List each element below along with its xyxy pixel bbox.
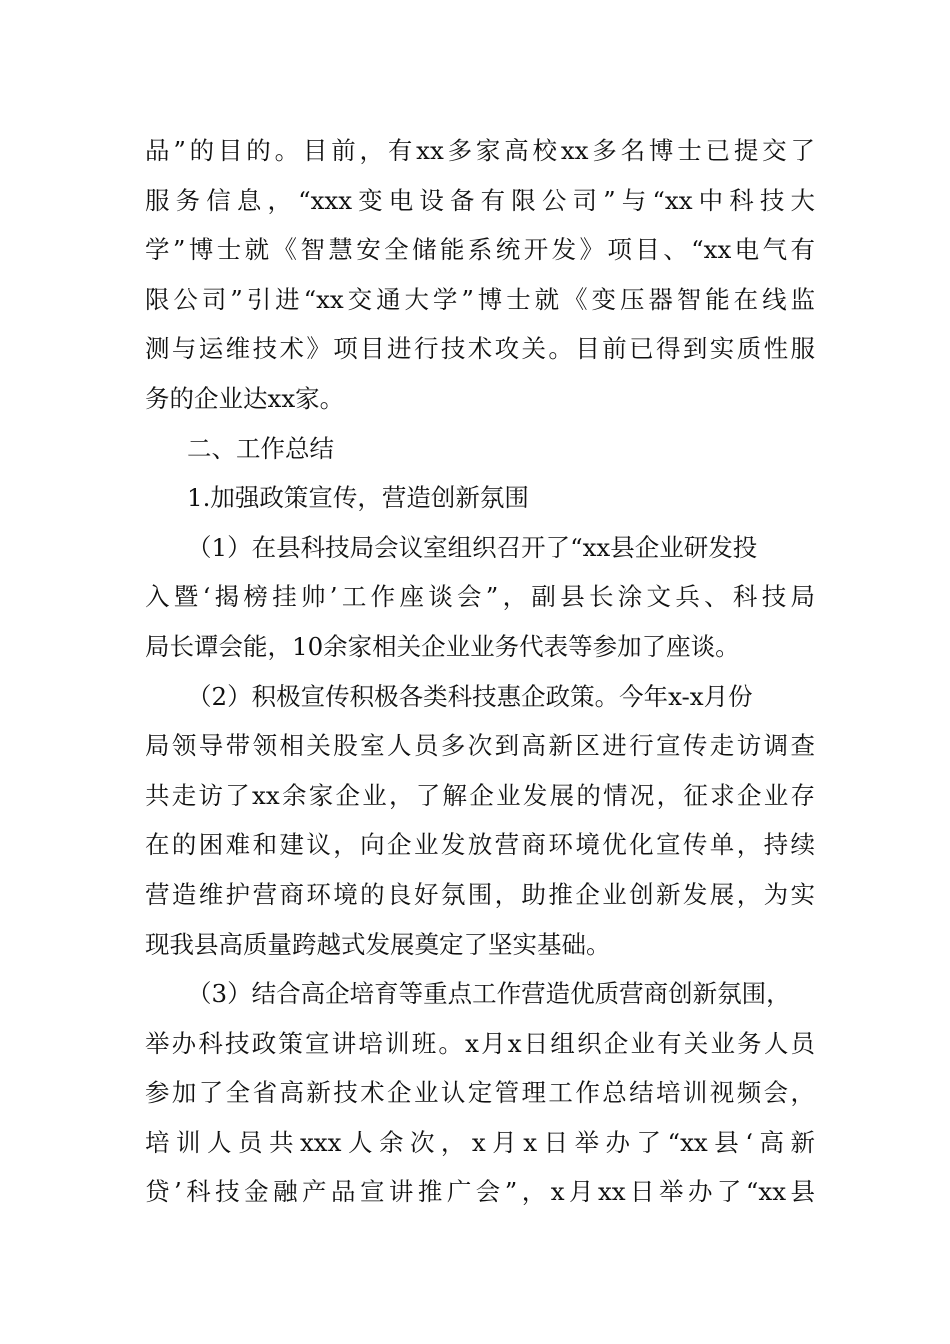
paragraph-line: 参加了全省高新技术企业认定管理工作总结培训视频会， <box>145 1078 815 1108</box>
paragraph-line: 培训人员共xxx人余次，x月x日举办了“xx县‘高新 <box>145 1127 815 1157</box>
paragraph-line: 测与运维技术》项目进行技术攻关。目前已得到实质性服 <box>145 334 815 364</box>
paragraph-line: 营造维护营商环境的良好氛围，助推企业创新发展，为实 <box>145 879 815 909</box>
paragraph-line: 贷’科技金融产品宣讲推广会”，x月xx日举办了“xx县 <box>145 1177 815 1207</box>
section-heading: 二、工作总结 <box>187 433 334 463</box>
paragraph-line: 入暨‘揭榜挂帅’工作座谈会”，副县长涂文兵、科技局 <box>145 582 815 612</box>
paragraph-line: 在的困难和建议，向企业发放营商环境优化宣传单，持续 <box>145 830 815 860</box>
paragraph-line: （1）在县科技局会议室组织召开了“xx县企业研发投 <box>187 532 758 562</box>
paragraph-line: 学”博士就《智慧安全储能系统开发》项目、“xx电气有 <box>145 235 815 265</box>
document-body <box>145 126 815 1217</box>
paragraph-line: （2）积极宣传积极各类科技惠企政策。今年x-x月份 <box>187 681 753 711</box>
paragraph-line: 局领导带领相关股室人员多次到高新区进行宣传走访调查 <box>145 731 815 761</box>
paragraph-line: 务的企业达xx家。 <box>145 383 345 413</box>
paragraph-line: 品”的目的。目前，有xx多家高校xx多名博士已提交了 <box>145 136 815 165</box>
paragraph-line: 局长谭会能，10余家相关企业业务代表等参加了座谈。 <box>145 631 740 661</box>
subsection-heading: 1.加强政策宣传，营造创新氛围 <box>187 483 529 513</box>
paragraph-line: 举办科技政策宣讲培训班。x月x日组织企业有关业务人员 <box>145 1028 815 1058</box>
paragraph-line: 限公司”引进“xx交通大学”博士就《变压器智能在线监 <box>145 284 815 314</box>
paragraph-line: 共走访了xx余家企业，了解企业发展的情况，征求企业存 <box>145 780 815 810</box>
paragraph-line: （3）结合高企培育等重点工作营造优质营商创新氛围， <box>187 979 791 1009</box>
paragraph-line: 服务信息，“xxx变电设备有限公司”与“xx中科技大 <box>145 185 815 215</box>
paragraph-line: 现我县高质量跨越式发展奠定了坚实基础。 <box>145 929 611 959</box>
